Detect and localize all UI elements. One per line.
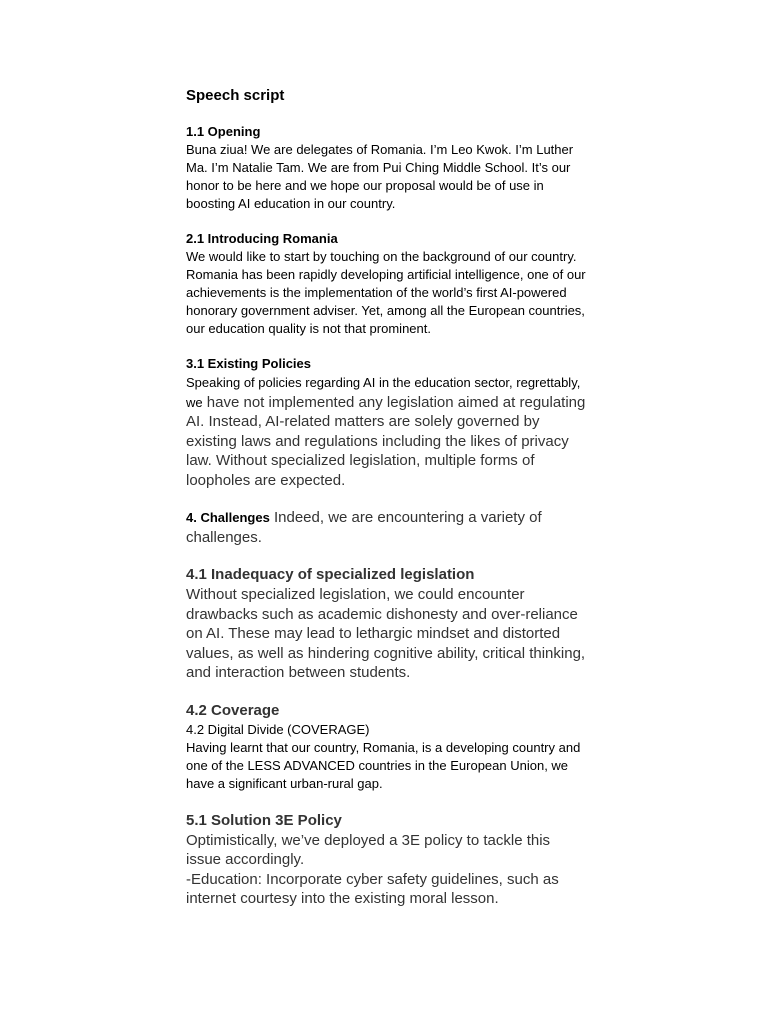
section-heading-introducing-romania: 2.1 Introducing Romania — [186, 231, 338, 246]
section-heading-inadequacy: 4.1 Inadequacy of specialized legislation — [186, 566, 475, 583]
spacer — [186, 338, 586, 355]
section-body-challenges: Indeed, we are encountering a variety of challenges. — [186, 509, 542, 546]
policies-body-large: have not implemented any legislation aimed at regulating AI. Instead, AI-related matters are solely governed by existing laws and regulations including the likes of privacy law. Without specialized legislation, multiple forms of loopholes are expected. — [186, 393, 586, 489]
section-body-solution-intro: Optimistically, we’ve deployed a 3E policy to tackle this issue accordingly. — [186, 831, 551, 868]
spacer — [186, 213, 586, 230]
spacer — [186, 683, 586, 701]
section-subheading-coverage: 4.2 Digital Divide (COVERAGE) — [186, 721, 370, 737]
spacer — [186, 547, 586, 565]
section-body-introducing-romania: We would like to start by touching on the background of our country. Romania has been rapidly developing artificial intelligence, one of our achievements is the implementation of the world’s first AI-powered honorary government adviser. Yet, among all the European countries, our education quality is not that prominent. — [186, 249, 586, 336]
spacer — [186, 490, 586, 508]
section-heading-challenges: 4. Challenges — [186, 510, 270, 525]
section-body-solution-education: -Education: Incorporate cyber safety guidelines, such as internet courtesy into the existing moral lesson. — [186, 870, 559, 907]
section-heading-coverage: 4.2 Coverage — [186, 701, 280, 719]
section-body-opening: Buna ziua! We are delegates of Romania. I’m Leo Kwok. I’m Luther Ma. I’m Natalie Tam. We are from Pui Ching Middle School. It’s our honor to be here and we hope our proposal would be of use in boosting AI education in our country. — [186, 142, 574, 211]
document-page — [186, 86, 586, 909]
section-heading-solution: 5.1 Solution 3E Policy — [186, 811, 342, 829]
document-title: Speech script — [186, 87, 285, 104]
section-heading-existing-policies: 3.1 Existing Policies — [186, 356, 311, 371]
section-body-inadequacy: Without specialized legislation, we could encounter drawbacks such as academic dishonesty and over-reliance on AI. These may lead to lethargic mindset and distorted values, as well as hindering cognitive ability, critical thinking, and interaction between students. — [186, 586, 586, 681]
section-body-existing-policies — [186, 373, 586, 490]
section-heading-opening: 1.1 Opening — [186, 124, 261, 139]
policies-body-small: Speaking of policies regarding AI in the education sector, regrettably, we — [186, 375, 581, 410]
section-challenges — [186, 508, 586, 547]
spacer — [186, 793, 586, 811]
section-body-coverage: Having learnt that our country, Romania, is a developing country and one of the LESS ADVANCED countries in the European Union, we have a significant urban-rural gap. — [186, 739, 581, 791]
